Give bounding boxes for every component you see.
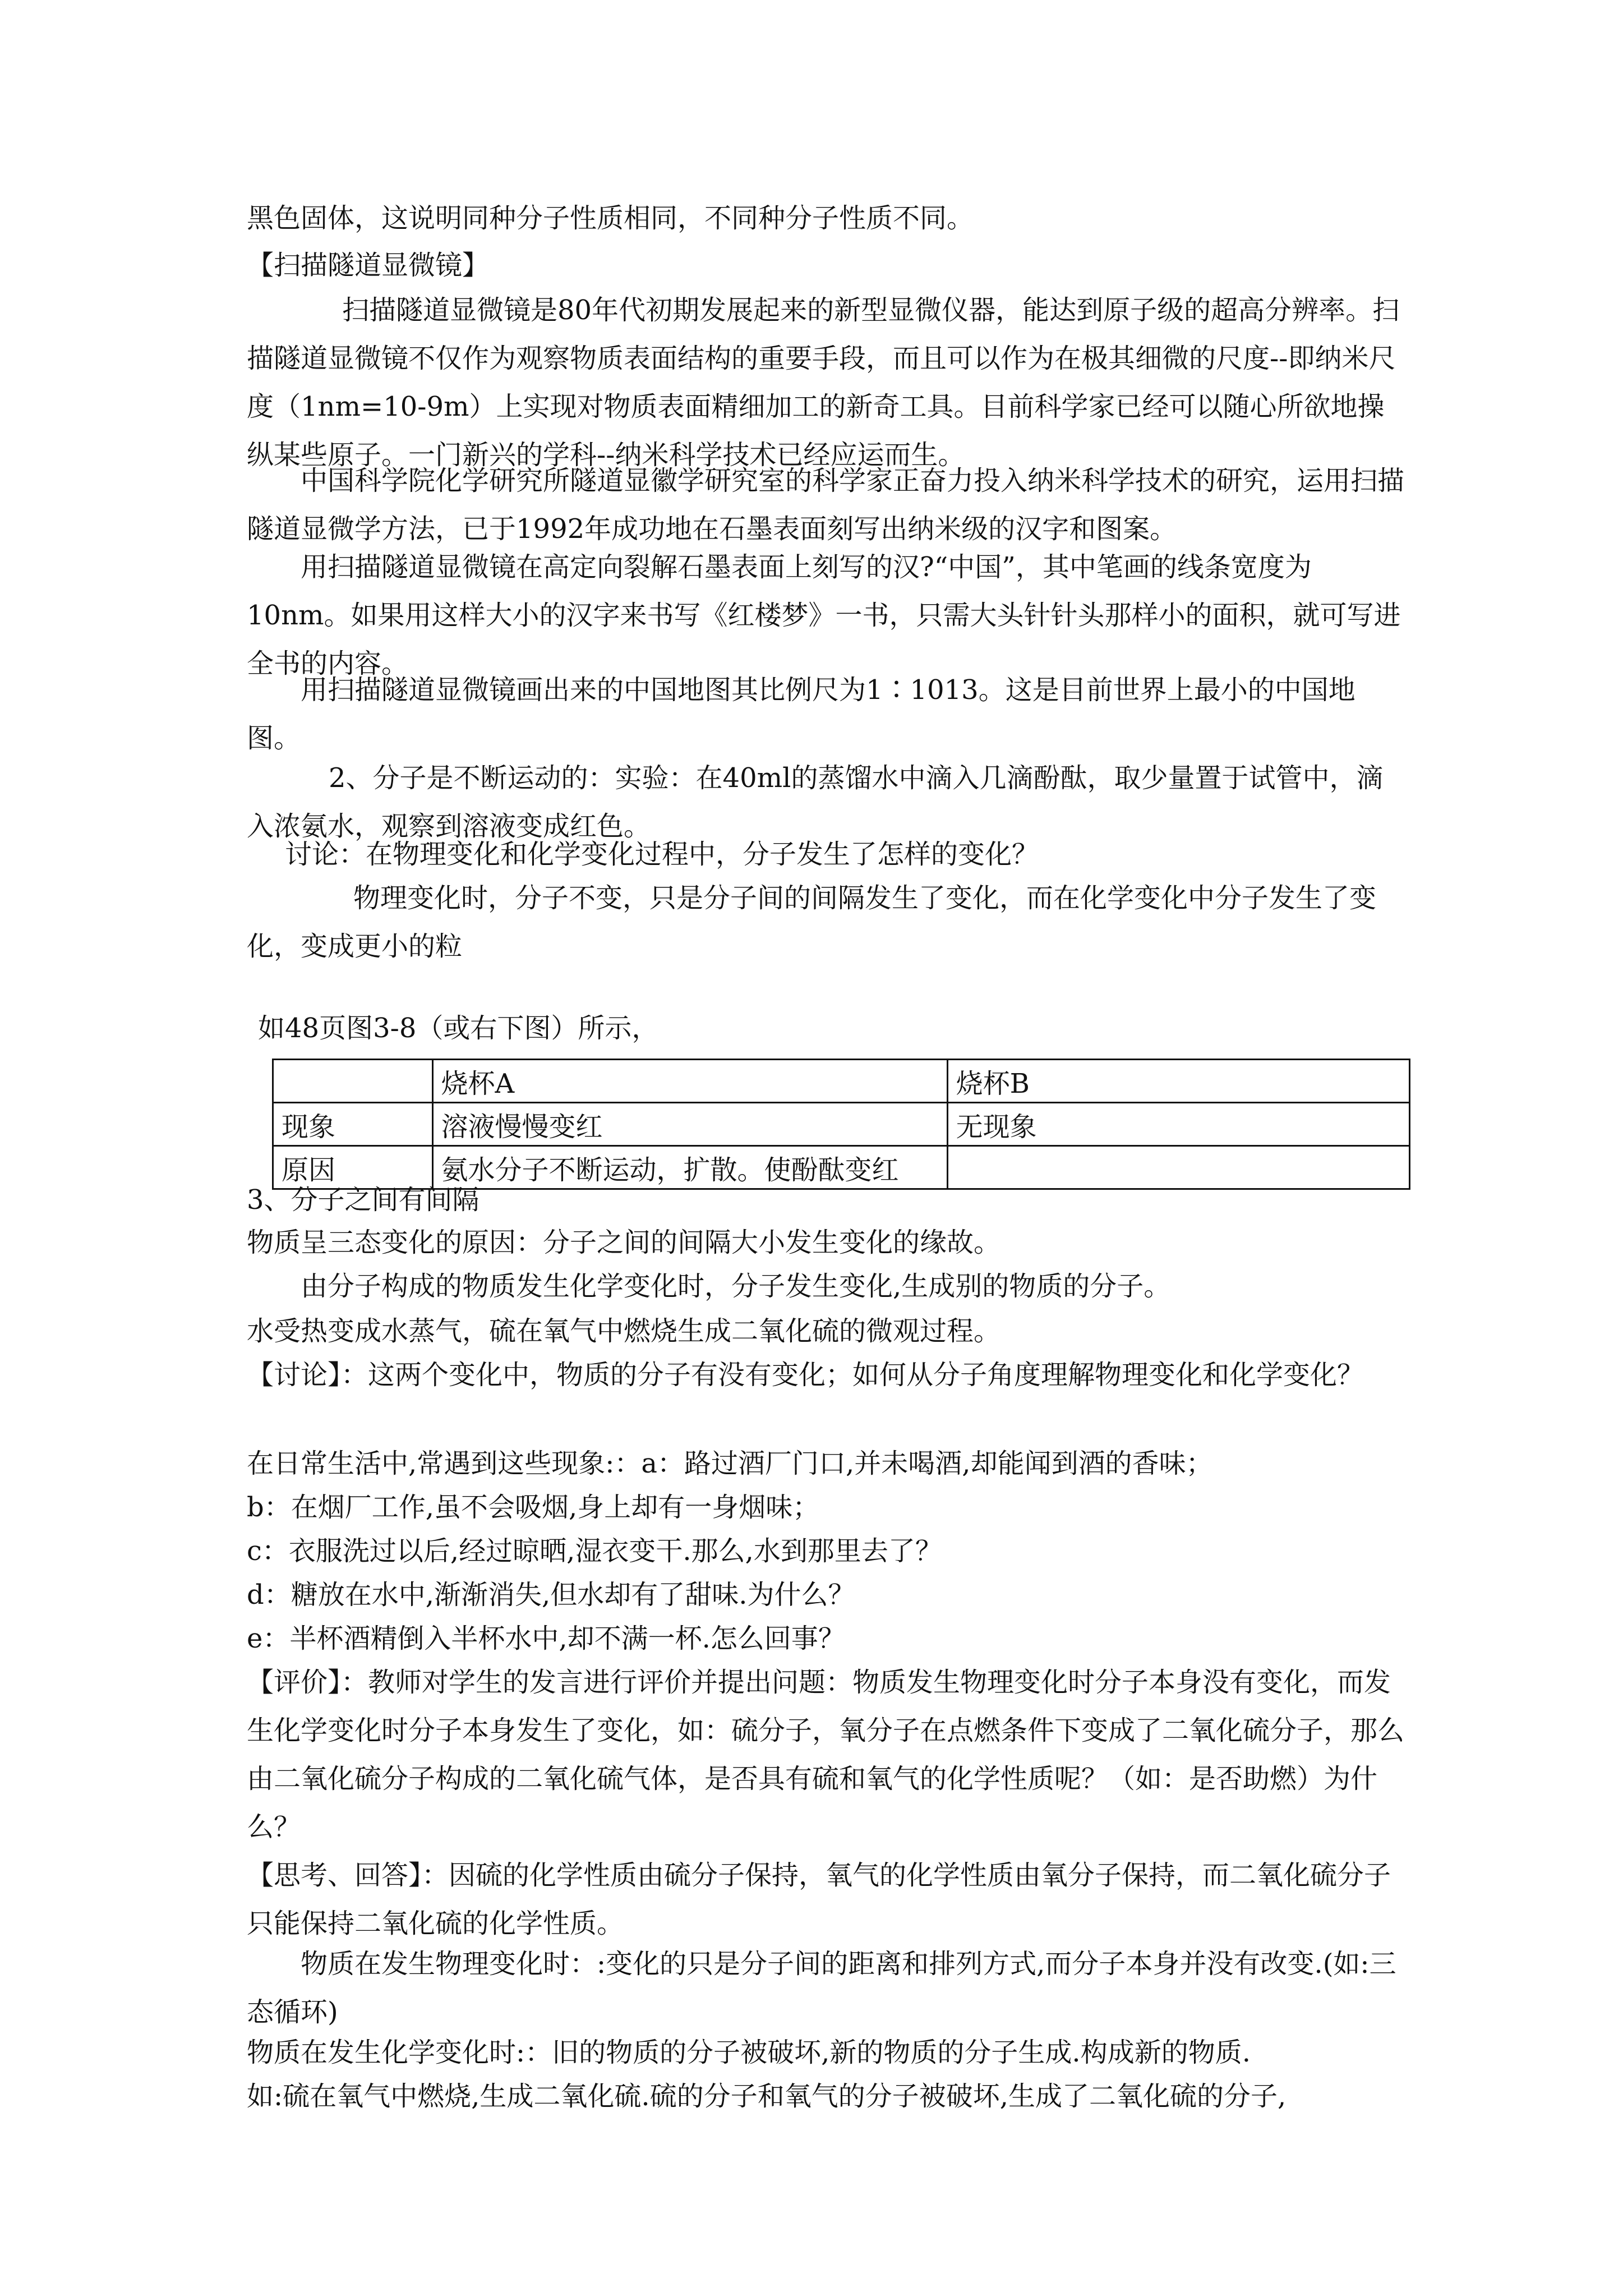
paragraph: 用扫描隧道显微镜在高定向裂解石墨表面上刻写的汉?“中国”，其中笔画的线条宽度为10nm。如果用这样大小的汉字来书写《红楼梦》一书，只需大头针针头那样小的面积，就可写进全书的内容。 (247, 551, 1401, 679)
table-cell: 现象 (273, 1103, 433, 1146)
list-item: b：在烟厂工作,虽不会吸烟,身上却有一身烟味； (247, 1492, 820, 1523)
paragraph: 在日常生活中,常遇到这些现象:：a：路过酒厂门口,并未喝酒,却能闻到酒的香味； (247, 1448, 1213, 1479)
table-caption: 如48页图3-8（或右下图）所示， (258, 1013, 659, 1044)
paragraph: 【评价】：教师对学生的发言进行评价并提出问题：物质发生物理变化时分子本身没有变化，而发生化学变化时分子本身发生了变化，如：硫分子，氧分子在点燃条件下变成了二氧化硫分子，那么由二氧化硫分子构成的二氧化硫气体，是否具有硫和氧气的化学性质呢？（如：是否助燃）为什么？ (247, 1667, 1405, 1843)
table-cell: 无现象 (947, 1103, 1409, 1146)
paragraph: 用扫描隧道显微镜画出来的中国地图其比例尺为1∶1013。这是目前世界上最小的中国地图。 (247, 674, 1355, 754)
paragraph: 2、分子是不断运动的：实验：在40ml的蒸馏水中滴入几滴酚酞，取少量置于试管中，滴入浓氨水，观察到溶液变成红色。 (247, 762, 1384, 842)
paragraph: 【思考、回答】：因硫的化学性质由硫分子保持，氧气的化学性质由氧分子保持，而二氧化硫分子只能保持二氧化硫的化学性质。 (247, 1860, 1391, 1939)
section-heading: 3、分子之间有间隔 (247, 1184, 479, 1216)
table-cell: 烧杯A (432, 1060, 947, 1103)
section-heading: 【扫描隧道显微镜】 (247, 250, 490, 281)
list-item: d：糖放在水中,渐渐消失,但水却有了甜味.为什么？ (247, 1579, 855, 1611)
paragraph: 物质在发生物理变化时：:变化的只是分子间的距离和排列方式,而分子本身并没有改变.(如:三态循环) (247, 1948, 1396, 2028)
table-cell: 烧杯B (947, 1060, 1409, 1103)
paragraph: 物质呈三态变化的原因：分子之间的间隔大小发生变化的缘故。 (247, 1227, 1001, 1258)
list-item: e：半杯酒精倒入半杯水中,却不满一杯.怎么回事？ (247, 1623, 845, 1654)
table-row (273, 1103, 1410, 1146)
paragraph: 扫描隧道显微镜是80年代初期发展起来的新型显微仪器，能达到原子级的超高分辨率。扫描隧道显微镜不仅作为观察物质表面结构的重要手段，而且可以作为在极其细微的尺度--即纳米尺度（1nm=10-9m）上实现对物质表面精细加工的新奇工具。目前科学家已经可以随心所欲地操纵某些原子。一门新兴的学科--纳米科学技术已经应运而生。 (247, 295, 1400, 471)
paragraph: 讨论：在物理变化和化学变化过程中，分子发生了怎样的变化？ (285, 839, 1039, 870)
list-item: c：衣服洗过以后,经过晾晒,湿衣变干.那么,水到那里去了？ (247, 1535, 942, 1567)
paragraph: 水受热变成水蒸气，硫在氧气中燃烧生成二氧化硫的微观过程。 (247, 1315, 1001, 1347)
paragraph: 如:硫在氧气中燃烧,生成二氧化硫.硫的分子和氧气的分子被破坏,生成了二氧化硫的分子, (247, 2081, 1287, 2112)
table-cell: 氨水分子不断运动，扩散。使酚酞变红 (432, 1146, 947, 1189)
beaker-table (272, 1059, 1410, 1190)
paragraph: 物理变化时，分子不变，只是分子间的间隔发生了变化，而在化学变化中分子发生了变化，变成更小的粒 (247, 882, 1377, 962)
paragraph: 由分子构成的物质发生化学变化时，分子发生变化,生成别的物质的分子。 (301, 1271, 1171, 1302)
table-cell: 原因 (273, 1146, 433, 1189)
table-cell: 溶液慢慢变红 (432, 1103, 947, 1146)
paragraph: 黑色固体，这说明同种分子性质相同，不同种分子性质不同。 (247, 203, 974, 234)
table-cell (273, 1060, 433, 1103)
paragraph: 物质在发生化学变化时:：旧的物质的分子被破坏,新的物质的分子生成.构成新的物质. (247, 2037, 1251, 2068)
table-header-row (273, 1060, 1410, 1103)
paragraph: 中国科学院化学研究所隧道显徽学研究室的科学家正奋力投入纳米科学技术的研究，运用扫描隧道显微学方法，已于1992年成功地在石墨表面刻写出纳米级的汉字和图案。 (247, 465, 1405, 545)
paragraph: 【讨论】：这两个变化中，物质的分子有没有变化；如何从分子角度理解物理变化和化学变化？ (247, 1359, 1364, 1391)
